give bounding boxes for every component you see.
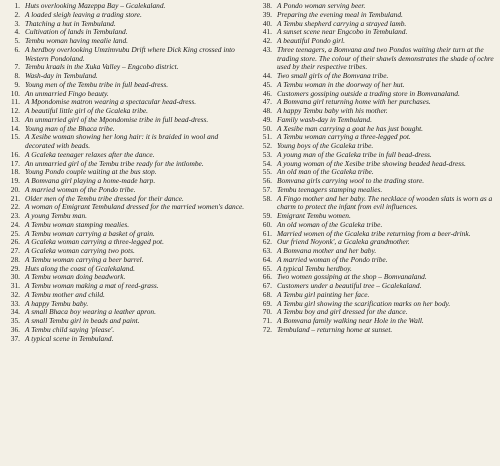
caption-number: 6.: [14, 44, 20, 54]
caption-number: 14.: [10, 123, 20, 133]
caption-text: Tembu teenagers stamping mealies.: [277, 184, 383, 194]
caption-text: A Pondo woman serving beer.: [277, 1, 366, 10]
caption-text: Young men of the Tembu tribe in full bead-dress.: [25, 79, 169, 89]
caption-number: 58.: [262, 193, 272, 203]
caption-number: 13.: [10, 114, 20, 124]
caption-text: Wash-day in Tembuland.: [25, 71, 98, 80]
caption-text: Young Pondo couple waiting at the bus stop.: [25, 167, 157, 177]
caption-text: A typical scene in Tembuland.: [25, 333, 114, 343]
caption-number: 16.: [10, 149, 20, 159]
caption-entry: [255, 46, 497, 72]
caption-number: 24.: [10, 219, 20, 229]
caption-text: Huts overlooking Mazeppa Bay – Gcalekaland.: [25, 1, 166, 10]
caption-text: A Tembu woman in the doorway of her hut.: [277, 79, 405, 89]
caption-number: 57.: [262, 184, 272, 194]
caption-number: 29.: [10, 263, 20, 273]
caption-text: A Mpondomise matron wearing a spectacular head-dress.: [25, 97, 197, 107]
caption-text: A Fingo mother and her baby. The necklace of wooden slats is worn as a charm to protect the infant from evil influences.: [277, 193, 493, 212]
caption-text: A happy Tembu baby.: [25, 298, 89, 308]
caption-number: 52.: [262, 141, 272, 150]
caption-text: A married woman of the Pondo tribe.: [25, 184, 136, 194]
caption-text: Married women of the Gcaleka tribe returning from a beer-drink.: [277, 228, 471, 238]
caption-text: A small Bhaca boy wearing a leather apron.: [25, 307, 156, 317]
caption-entry: [3, 133, 245, 151]
caption-text: Customers under a beautiful tree – Gcalekaland.: [277, 281, 422, 290]
caption-number: 68.: [262, 289, 272, 299]
caption-text: A herdboy overlooking Umzimvubu Drift where Dick King crossed into Western Pondoland.: [25, 44, 235, 63]
caption-number: 10.: [10, 88, 20, 98]
caption-text: A Xesibe man carrying a goat he has just bought.: [277, 123, 424, 133]
caption-text: Our friend Noyonk', a Gcaleka grandmother.: [277, 237, 410, 247]
caption-text: A happy Tembu baby with his mother.: [277, 106, 388, 115]
caption-text: An old man of the Gcaleka tribe.: [277, 167, 374, 177]
caption-text: Bomvana girls carrying wool to the trading store.: [277, 176, 425, 185]
caption-number: 69.: [262, 298, 272, 308]
caption-text: Two women gossiping at the shop – Bomvanaland.: [277, 272, 427, 282]
caption-number: 35.: [10, 316, 20, 325]
caption-number: 17.: [10, 158, 20, 168]
caption-number: 63.: [262, 246, 272, 255]
caption-text: Family wash-day in Tembuland.: [277, 114, 372, 124]
caption-number: 54.: [262, 158, 272, 168]
caption-number: 25.: [10, 228, 20, 238]
caption-number: 39.: [262, 9, 272, 19]
caption-number: 19.: [10, 176, 20, 185]
caption-text: A Xesibe woman showing her long hair: it is braided in wool and decorated with beads.: [25, 132, 219, 150]
caption-number: 66.: [262, 272, 272, 282]
caption-number: 23.: [10, 211, 20, 220]
caption-number: 59.: [262, 211, 272, 220]
caption-text: Tembu woman having mealie land.: [25, 36, 128, 45]
caption-text: A typical Tembu herdboy.: [277, 263, 352, 273]
caption-number: 30.: [10, 272, 20, 282]
caption-number: 20.: [10, 184, 20, 194]
caption-number: 56.: [262, 176, 272, 185]
caption-text: A Tembu woman carrying a three-legged pot.: [277, 132, 411, 142]
caption-number: 72.: [262, 324, 272, 334]
caption-number: 22.: [10, 202, 20, 212]
caption-text: An unmarried Fingo beauty.: [25, 88, 109, 98]
caption-text: A Gcaleka woman carrying two pots.: [25, 246, 135, 255]
caption-text: A Tembu woman carrying a beer barrel.: [25, 254, 144, 264]
caption-number: 43.: [262, 44, 272, 54]
caption-number: 65.: [262, 263, 272, 273]
caption-number: 27.: [10, 246, 20, 255]
caption-number: 26.: [10, 237, 20, 247]
caption-text: Customers gossiping outside a trading store in Bomvanaland.: [277, 88, 460, 98]
caption-number: 32.: [10, 289, 20, 299]
caption-number: 61.: [262, 228, 272, 238]
caption-text: A young woman of the Xesibe tribe showing beaded head-dress.: [277, 158, 466, 168]
caption-text: A Tembu mother and child.: [25, 289, 105, 299]
caption-text: A Tembu girl painting her face.: [277, 289, 370, 299]
caption-text: A Tembu woman making a mat of reed-grass.: [25, 281, 159, 290]
caption-number: 53.: [262, 149, 272, 159]
caption-number: 41.: [262, 27, 272, 37]
caption-text: Tembu kraals in the Xuka Valley – Engcobo district.: [25, 62, 179, 72]
caption-number: 64.: [262, 254, 272, 264]
caption-number: 33.: [10, 298, 20, 308]
caption-text: A Bomvana girl returning home with her purchases.: [277, 97, 431, 107]
caption-text: A loaded sleigh leaving a trading store.: [25, 9, 142, 19]
caption-number: 9.: [14, 79, 20, 89]
caption-number: 31.: [10, 281, 20, 290]
caption-text: A sunset scene near Engcobo in Tembuland.: [277, 27, 408, 37]
caption-text: Two small girls of the Bomvana tribe.: [277, 71, 389, 80]
caption-number: 67.: [262, 281, 272, 290]
caption-text: Older men of the Tembu tribe dressed for their dance.: [25, 193, 184, 203]
caption-text: A Bomvana family walking near Hole in the Wall.: [277, 316, 424, 325]
caption-number: 2.: [14, 9, 20, 19]
caption-number: 36.: [10, 324, 20, 334]
caption-number: 3.: [14, 18, 20, 28]
caption-number: 4.: [14, 27, 20, 37]
caption-number: 46.: [262, 88, 272, 98]
caption-number: 18.: [10, 167, 20, 177]
caption-text: An unmarried girl of the Tembu tribe ready for the intlombe.: [25, 158, 204, 168]
caption-text: A Tembu child saying 'please'.: [25, 324, 115, 334]
caption-number: 62.: [262, 237, 272, 247]
caption-number: 71.: [262, 316, 272, 325]
caption-number: 21.: [10, 193, 20, 203]
caption-text: A Bomvana girl playing a home-made harp.: [25, 176, 156, 185]
caption-number: 51.: [262, 132, 272, 142]
caption-number: 11.: [11, 97, 20, 107]
caption-number: 37.: [10, 333, 20, 343]
caption-number: 55.: [262, 167, 272, 177]
caption-number: 48.: [262, 106, 272, 115]
caption-text: A Tembu shepherd carrying a strayed lamb.: [277, 18, 407, 28]
caption-text: A Tembu boy and girl dressed for the dance.: [277, 307, 408, 317]
caption-text: Three teenagers, a Bomvana and two Pondos waiting their turn at the trading store. The colour of their shawls demonstrates the shade of ochre used by their respective tribes.: [277, 44, 494, 72]
caption-entry: [3, 335, 245, 344]
caption-text: A Tembu woman carrying a basket of grain.: [25, 228, 155, 238]
caption-text: Emigrant Tembu women.: [277, 211, 351, 220]
caption-number: 50.: [262, 123, 272, 133]
caption-text: A Gcaleka woman carrying a three-legged pot.: [25, 237, 164, 247]
caption-text: Thatching a hut in Tembuland.: [25, 18, 116, 28]
caption-text: A Bomvana mother and her baby.: [277, 246, 377, 255]
caption-number: 38.: [262, 1, 272, 10]
caption-number: 5.: [14, 36, 20, 45]
caption-number: 12.: [10, 106, 20, 115]
caption-text: An old woman of the Gcaleka tribe.: [277, 219, 383, 229]
caption-text: Young man of the Bhaca tribe.: [25, 123, 115, 133]
caption-text: A Tembu woman doing beadwork.: [25, 272, 126, 282]
caption-entry: [255, 195, 497, 213]
caption-number: 40.: [262, 18, 272, 28]
caption-entry: [3, 46, 245, 64]
caption-number: 45.: [262, 79, 272, 89]
caption-text: A young man of the Gcaleka tribe in full bead-dress.: [277, 149, 432, 159]
caption-number: 7.: [14, 62, 20, 72]
caption-number: 44.: [262, 71, 272, 80]
caption-number: 34.: [10, 307, 20, 317]
caption-text: A young Tembu man.: [25, 211, 88, 220]
caption-number: 8.: [14, 71, 20, 80]
caption-text: A Gcaleka teenager relaxes after the dance.: [25, 149, 155, 159]
caption-text: A Tembu girl showing the scarification marks on her body.: [277, 298, 451, 308]
caption-text: A beautiful little girl of the Gcaleka tribe.: [25, 106, 149, 115]
caption-entry: [255, 326, 497, 335]
caption-text: A married woman of the Pondo tribe.: [277, 254, 388, 264]
caption-text: Young boys of the Gcaleka tribe.: [277, 141, 374, 150]
caption-number: 28.: [10, 254, 20, 264]
caption-text: Preparing the evening meal in Tembuland.: [277, 9, 403, 19]
caption-text: Tembuland – returning home at sunset.: [277, 324, 393, 334]
caption-number: 1.: [14, 1, 20, 10]
caption-number: 42.: [262, 36, 272, 45]
caption-text: Huts along the coast of Gcalekaland.: [25, 263, 136, 273]
caption-number: 49.: [262, 114, 272, 124]
caption-text: Cultivation of lands in Tembuland.: [25, 27, 128, 37]
captions-column-right: [255, 2, 497, 466]
caption-text: An unmarried girl of the Mpondomise tribe in full bead-dress.: [25, 114, 209, 124]
caption-text: A small Tembu girl in beads and paint.: [25, 316, 140, 325]
caption-number: 15.: [10, 132, 20, 142]
caption-number: 60.: [262, 219, 272, 229]
caption-number: 70.: [262, 307, 272, 317]
caption-number: 47.: [262, 97, 272, 107]
caption-text: A woman of Emigrant Tembuland dressed for the married women's dance.: [25, 202, 245, 212]
caption-text: A Tembu woman stamping mealies.: [25, 219, 130, 229]
captions-column-left: [3, 2, 245, 466]
caption-text: A beautiful Pondo girl.: [277, 36, 346, 45]
